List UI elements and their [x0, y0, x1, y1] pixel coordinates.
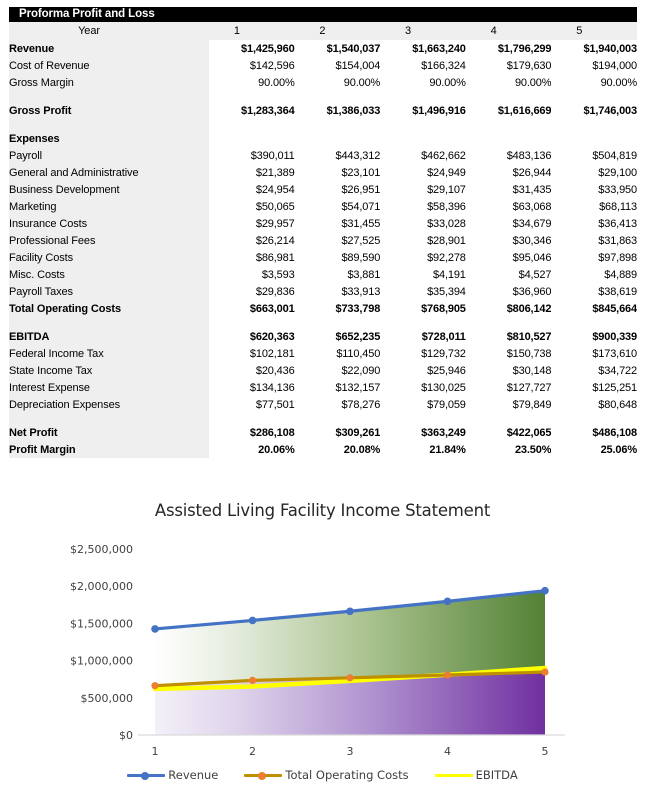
- row-value: $1,746,003: [583, 104, 637, 117]
- proforma-sheet: [9, 7, 637, 458]
- table-spacer-row: [9, 119, 637, 130]
- row-value: $86,981: [255, 251, 295, 264]
- row-value: $166,324: [421, 59, 466, 72]
- legend-label-revenue: Revenue: [168, 768, 219, 782]
- column-header-year-4: 4: [466, 22, 552, 40]
- row-value: $22,090: [341, 364, 381, 377]
- chart-plot-area: [0, 492, 645, 772]
- row-label: Interest Expense: [9, 379, 209, 396]
- row-label: Net Profit: [9, 424, 209, 441]
- column-header-year-2: 2: [295, 22, 381, 40]
- row-value: $130,025: [421, 381, 466, 394]
- total-operating-costs-marker: [541, 668, 548, 675]
- row-label: Payroll: [9, 147, 209, 164]
- row-label: Payroll Taxes: [9, 283, 209, 300]
- table-header-row: [9, 22, 637, 40]
- row-label: Expenses: [9, 130, 209, 147]
- row-value: $483,136: [506, 149, 552, 162]
- table-row: [9, 328, 637, 345]
- row-value: [466, 91, 552, 102]
- row-label: Gross Profit: [9, 102, 209, 119]
- table-row: [9, 130, 637, 147]
- row-label: [9, 91, 209, 102]
- legend-item-ebitda[interactable]: [435, 768, 518, 782]
- row-value: [209, 130, 295, 147]
- row-value: $125,251: [592, 381, 637, 394]
- row-value: [209, 119, 295, 130]
- row-value: $1,283,364: [241, 104, 295, 117]
- y-axis-tick-labels: [70, 543, 133, 742]
- row-value: [209, 413, 295, 424]
- row-value: $24,949: [427, 166, 466, 179]
- row-value: $26,944: [512, 166, 552, 179]
- row-value: $27,525: [341, 234, 381, 247]
- legend-label-ebitda: EBITDA: [475, 768, 518, 782]
- row-value: $1,796,299: [497, 42, 552, 55]
- row-label: Federal Income Tax: [9, 345, 209, 362]
- row-value: $806,142: [506, 302, 552, 315]
- chart-legend: [0, 768, 645, 782]
- row-value: $26,951: [341, 183, 381, 196]
- row-value: $127,727: [506, 381, 552, 394]
- row-value: $24,954: [255, 183, 295, 196]
- row-value: $150,738: [506, 347, 552, 360]
- row-value: [295, 119, 381, 130]
- row-value: $21,389: [255, 166, 295, 179]
- row-value: $38,619: [598, 285, 637, 298]
- row-value: $29,100: [598, 166, 637, 179]
- row-value: 90.00%: [343, 76, 381, 89]
- row-value: $29,836: [255, 285, 295, 298]
- row-value: $58,396: [427, 200, 466, 213]
- row-value: [295, 317, 381, 328]
- row-value: $652,235: [335, 330, 381, 343]
- row-value: 90.00%: [600, 76, 637, 89]
- row-value: $50,065: [255, 200, 295, 213]
- row-label: EBITDA: [9, 328, 209, 345]
- row-label: Business Development: [9, 181, 209, 198]
- row-value: $95,046: [512, 251, 552, 264]
- row-label: Profit Margin: [9, 441, 209, 458]
- row-value: $4,191: [433, 268, 466, 281]
- row-label: [9, 119, 209, 130]
- y-axis-tick-label: $1,500,000: [70, 617, 133, 631]
- row-value: $845,664: [592, 302, 637, 315]
- table-row: [9, 345, 637, 362]
- row-value: [466, 119, 552, 130]
- sheet-title: Proforma Profit and Loss: [9, 7, 637, 22]
- row-value: $4,527: [518, 268, 552, 281]
- row-value: $462,662: [421, 149, 466, 162]
- table-row: [9, 74, 637, 91]
- row-value: $422,065: [506, 426, 552, 439]
- row-value: [295, 413, 381, 424]
- row-value: $173,610: [592, 347, 637, 360]
- row-label: Gross Margin: [9, 74, 209, 91]
- row-value: [466, 317, 552, 328]
- row-value: [295, 130, 381, 147]
- row-value: [380, 317, 466, 328]
- row-value: $154,004: [335, 59, 381, 72]
- row-value: $33,913: [341, 285, 381, 298]
- row-value: $29,107: [427, 183, 466, 196]
- legend-swatch-total-operating-costs: [244, 769, 282, 781]
- table-row: [9, 396, 637, 413]
- row-value: [295, 91, 381, 102]
- row-value: $1,616,669: [497, 104, 552, 117]
- row-value: $363,249: [421, 426, 466, 439]
- table-row: [9, 57, 637, 74]
- row-label: Revenue: [9, 40, 209, 57]
- x-axis-tick-label: 2: [249, 745, 256, 758]
- table-row: [9, 232, 637, 249]
- row-label: Marketing: [9, 198, 209, 215]
- row-value: [380, 413, 466, 424]
- total-operating-costs-marker: [444, 671, 451, 678]
- x-axis-tick-label: 1: [151, 745, 159, 758]
- table-row: [9, 249, 637, 266]
- row-value: [551, 119, 637, 130]
- table-row: [9, 40, 637, 57]
- row-value: $486,108: [592, 426, 637, 439]
- row-value: $309,261: [335, 426, 381, 439]
- row-value: $1,663,240: [412, 42, 466, 55]
- row-value: $33,028: [427, 217, 466, 230]
- revenue-marker: [249, 617, 257, 625]
- row-value: $132,157: [335, 381, 381, 394]
- row-value: $78,276: [341, 398, 381, 411]
- row-value: $134,136: [249, 381, 295, 394]
- row-label: Professional Fees: [9, 232, 209, 249]
- row-value: $768,905: [421, 302, 466, 315]
- row-value: $68,113: [599, 200, 637, 213]
- y-axis-tick-label: $0: [119, 729, 133, 742]
- row-value: $28,901: [427, 234, 466, 247]
- row-label: Misc. Costs: [9, 266, 209, 283]
- row-value: $79,059: [427, 398, 466, 411]
- column-header-year-3: 3: [380, 22, 466, 40]
- row-label: [9, 413, 209, 424]
- row-value: $1,540,037: [326, 42, 381, 55]
- row-value: $1,425,960: [241, 42, 295, 55]
- row-value: [551, 91, 637, 102]
- row-value: $663,001: [249, 302, 295, 315]
- row-value: $1,496,916: [412, 104, 466, 117]
- row-value: $31,435: [512, 183, 552, 196]
- x-axis-tick-label: 3: [346, 745, 354, 758]
- row-value: $733,798: [335, 302, 381, 315]
- revenue-marker: [151, 625, 159, 633]
- row-label: Facility Costs: [9, 249, 209, 266]
- row-value: $79,849: [512, 398, 552, 411]
- profit-and-loss-table: [9, 22, 637, 458]
- revenue-marker: [541, 587, 549, 595]
- row-value: $390,011: [250, 149, 295, 162]
- table-row: [9, 147, 637, 164]
- row-value: $443,312: [335, 149, 381, 162]
- row-value: 90.00%: [258, 76, 295, 89]
- table-row: [9, 424, 637, 441]
- revenue-marker: [346, 607, 354, 615]
- row-label: Insurance Costs: [9, 215, 209, 232]
- row-value: $20,436: [255, 364, 295, 377]
- row-label: General and Administrative: [9, 164, 209, 181]
- x-axis-tick-labels: [152, 745, 549, 758]
- table-spacer-row: [9, 91, 637, 102]
- total-operating-costs-marker: [151, 682, 158, 689]
- row-value: 23.50%: [514, 443, 552, 456]
- y-axis-tick-label: $2,000,000: [70, 580, 133, 594]
- legend-item-revenue[interactable]: [127, 768, 218, 782]
- y-axis-tick-label: $1,000,000: [70, 654, 133, 668]
- table-row: [9, 215, 637, 232]
- row-value: $30,148: [512, 364, 552, 377]
- row-value: $504,819: [592, 149, 637, 162]
- table-row: [9, 181, 637, 198]
- row-value: $26,214: [255, 234, 295, 247]
- row-value: [551, 413, 637, 424]
- row-label: Depreciation Expenses: [9, 396, 209, 413]
- column-header-year: Year: [9, 22, 209, 40]
- row-value: [209, 317, 295, 328]
- table-row: [9, 300, 637, 317]
- column-header-year-1: 1: [209, 22, 295, 40]
- row-value: $23,101: [341, 166, 381, 179]
- row-value: $620,363: [249, 330, 295, 343]
- row-value: $34,722: [598, 364, 637, 377]
- row-value: $36,413: [598, 217, 637, 230]
- row-value: $92,278: [427, 251, 466, 264]
- table-row: [9, 283, 637, 300]
- row-value: [209, 91, 295, 102]
- row-value: [466, 413, 552, 424]
- row-value: $110,450: [336, 347, 381, 360]
- row-value: 20.08%: [343, 443, 381, 456]
- row-value: $129,732: [421, 347, 466, 360]
- table-row: [9, 198, 637, 215]
- total-operating-costs-marker: [346, 674, 353, 681]
- row-value: $3,593: [261, 268, 295, 281]
- row-value: 90.00%: [429, 76, 466, 89]
- y-axis-tick-label: $500,000: [80, 691, 133, 705]
- row-value: $31,455: [341, 217, 381, 230]
- table-row: [9, 102, 637, 119]
- table-spacer-row: [9, 317, 637, 328]
- row-value: [380, 91, 466, 102]
- row-value: 90.00%: [514, 76, 552, 89]
- row-label: Total Operating Costs: [9, 300, 209, 317]
- row-value: $3,881: [347, 268, 381, 281]
- table-row: [9, 441, 637, 458]
- row-value: $33,950: [598, 183, 637, 196]
- row-value: [380, 130, 466, 147]
- row-value: $89,590: [341, 251, 381, 264]
- legend-item-total-operating-costs[interactable]: [244, 768, 408, 782]
- table-spacer-row: [9, 413, 637, 424]
- row-value: $142,596: [249, 59, 295, 72]
- row-value: [551, 130, 637, 147]
- column-header-year-5: 5: [551, 22, 637, 40]
- legend-swatch-ebitda: [435, 769, 473, 781]
- row-value: $63,068: [512, 200, 552, 213]
- row-value: $179,630: [506, 59, 552, 72]
- row-value: 20.06%: [258, 443, 295, 456]
- table-row: [9, 164, 637, 181]
- row-value: $286,108: [249, 426, 295, 439]
- row-value: $31,863: [598, 234, 637, 247]
- legend-swatch-revenue: [127, 769, 165, 781]
- row-label: [9, 317, 209, 328]
- row-value: $4,889: [604, 268, 637, 281]
- row-value: [551, 317, 637, 328]
- row-value: 25.06%: [600, 443, 637, 456]
- row-value: $728,011: [421, 330, 466, 343]
- y-axis-tick-label: $2,500,000: [70, 543, 133, 556]
- row-value: $810,527: [506, 330, 552, 343]
- row-value: $900,339: [592, 330, 637, 343]
- chart-title: Assisted Living Facility Income Statement: [154, 501, 491, 520]
- row-value: $77,501: [255, 398, 295, 411]
- row-value: $25,946: [427, 364, 466, 377]
- row-label: Cost of Revenue: [9, 57, 209, 74]
- row-value: $34,679: [512, 217, 552, 230]
- row-value: 21.84%: [429, 443, 466, 456]
- table-row: [9, 266, 637, 283]
- row-value: $54,071: [341, 200, 381, 213]
- row-value: $30,346: [512, 234, 552, 247]
- row-value: $29,957: [255, 217, 295, 230]
- row-value: $194,000: [592, 59, 637, 72]
- row-value: $35,394: [427, 285, 466, 298]
- row-value: [466, 130, 552, 147]
- row-value: $1,386,033: [326, 104, 381, 117]
- row-label: State Income Tax: [9, 362, 209, 379]
- table-row: [9, 362, 637, 379]
- row-value: $1,940,003: [583, 42, 637, 55]
- row-value: $36,960: [512, 285, 552, 298]
- total-operating-costs-marker: [249, 677, 256, 684]
- income-statement-chart: [0, 492, 645, 796]
- revenue-marker: [444, 598, 452, 606]
- row-value: $102,181: [249, 347, 295, 360]
- table-row: [9, 379, 637, 396]
- row-value: $97,898: [598, 251, 637, 264]
- legend-label-total-operating-costs: Total Operating Costs: [285, 768, 409, 782]
- x-axis-tick-label: 5: [541, 745, 549, 758]
- x-axis-tick-label: 4: [444, 745, 451, 758]
- row-value: [380, 119, 466, 130]
- row-value: $80,648: [598, 398, 637, 411]
